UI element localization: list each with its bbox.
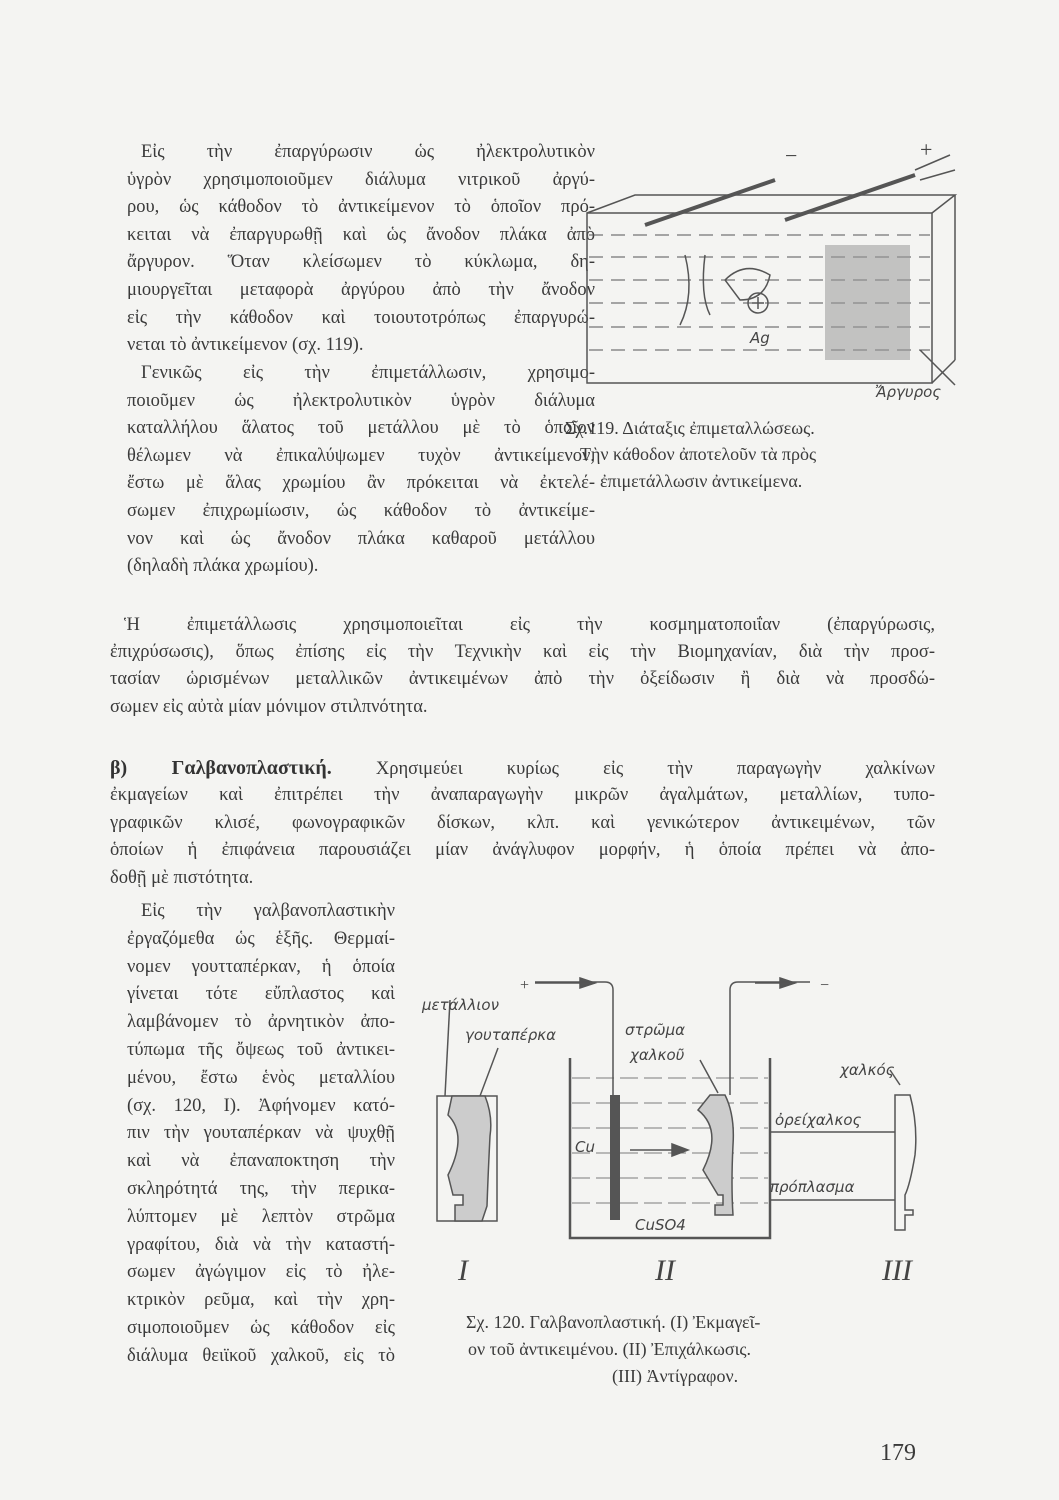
text-line: μιουργεῖται μεταφορὰ ἀργύρου ἀπὸ τὴν ἄνοδον bbox=[127, 280, 595, 300]
figure-120-diagram bbox=[420, 960, 950, 1280]
silver-anode bbox=[825, 245, 910, 360]
text-line: (σχ. 120, Ι). Ἀφήνομεν κατό- bbox=[127, 1095, 395, 1116]
brass-label: ὀρείχαλκος bbox=[775, 1111, 862, 1129]
plus-label: + bbox=[920, 137, 933, 162]
text-line: σωμεν ἐπιχρωμίωσιν, ὡς κάθοδον τὸ ἀντικείμε- bbox=[127, 501, 595, 521]
text-line: νεται τὸ ἀντικείμενον (σχ. 119). bbox=[127, 335, 364, 356]
text-line: σωμεν ἀγώγιμον εἰς τὸ ἠλε- bbox=[127, 1262, 395, 1283]
text-line: ἔστω μὲ ἅλας χρωμίου ἂν πρόκειται νὰ ἐκτελέ- bbox=[127, 473, 595, 494]
minus-label: − bbox=[820, 977, 830, 994]
text-line: μένου, ἔστω ἑνὸς μεταλλίου bbox=[127, 1067, 395, 1088]
text-line: δοθῇ μὲ πιστότητα. bbox=[110, 867, 254, 888]
text-line: γραφικῶν κλισέ, φωνογραφικῶν δίσκων, κλπ. καὶ γενικώτερον ἀντικειμένων, τῶν bbox=[110, 812, 935, 833]
text-line: κτρικὸν ρεῦμα, καὶ τὴν χρη- bbox=[127, 1290, 395, 1311]
text-line: λύπτομεν μὲ λεπτὸν στρῶμα bbox=[127, 1206, 395, 1227]
text-line: ἐπιχρύσωσις), ὅπως ἐπίσης εἰς τὴν Τεχνικὴν καὶ εἰς τὴν Βιομηχανίαν, διὰ τὴν προσ- bbox=[110, 642, 935, 663]
text-line: ρου, ὡς κάθοδον τὸ ἀντικείμενον τὸ ὁποῖον πρό- bbox=[127, 197, 595, 218]
roman-1-label: I bbox=[458, 1254, 468, 1280]
figure-120-caption-3: (ΙΙΙ) Ἀντίγραφον. bbox=[612, 1366, 739, 1386]
text-line: ποιοῦμεν ὡς ἠλεκτρολυτικὸν ὑγρὸν διάλυμα bbox=[127, 390, 595, 411]
text-line: λαμβάνομεν τὸ ἀρνητικὸν ἀπο- bbox=[127, 1012, 395, 1033]
text-line: Εἰς τὴν ἐπαργύρωσιν ὡς ἠλεκτρολυτικὸν bbox=[141, 142, 595, 162]
figure-120-caption-2: ον τοῦ ἀντικειμένου. (ΙΙ) Ἐπιχάλκωσις. bbox=[468, 1339, 752, 1359]
page-number: 179 bbox=[880, 1440, 916, 1466]
silver-label: Ἄργυρος bbox=[875, 383, 942, 401]
text-line: πιν τὴν γουταπέρκαν νὰ ψυχθῇ bbox=[127, 1123, 395, 1144]
cuso4-label: CuSO4 bbox=[635, 1216, 686, 1234]
text-line: διάλυμα θειϊκοῦ χαλκοῦ, εἰς τὸ bbox=[127, 1345, 395, 1366]
text-line: τασίαν ὡρισμένων μεταλλικῶν ἀντικειμένων ἀπὸ τὴν ὀξείδωσιν ἢ διὰ νὰ προσδώ- bbox=[110, 669, 935, 690]
text-line: ἄργυρον. Ὅταν κλείσωμεν τὸ κύκλωμα, δη- bbox=[127, 252, 595, 273]
text-line: Γενικῶς εἰς τὴν ἐπιμετάλλωσιν, χρησιμο- bbox=[141, 363, 595, 383]
text-line: ὑγρὸν χρησιμοποιοῦμεν διάλυμα νιτρικοῦ ἀργύ- bbox=[127, 169, 595, 190]
ag-label: Ag bbox=[750, 329, 770, 347]
medal-label: μετάλλιον bbox=[422, 996, 499, 1014]
text-line: γίνεται τότε εὔπλαστος καὶ bbox=[127, 984, 395, 1005]
minus-label: − bbox=[785, 143, 798, 168]
text-line: (δηλαδὴ πλάκα χρωμίου). bbox=[127, 556, 319, 577]
text-line: καὶ νὰ ἐπαναποκτηση τὴν bbox=[127, 1151, 395, 1172]
figure-119-caption-3: ἐπιμετάλλωσιν ἀντικείμενα. bbox=[600, 471, 803, 491]
cu-label: Cu bbox=[575, 1138, 595, 1156]
gutta-label: γουταπέρκα bbox=[465, 1026, 557, 1044]
copper-anode bbox=[610, 1095, 620, 1220]
text-line: ἐκμαγείων καὶ ἐπιτρέπει τὴν ἀναπαραγωγὴν μικρῶν ἀγαλμάτων, μεταλλίων, τυπο- bbox=[110, 785, 935, 806]
text-line: τύπωμα τῆς ὄψεως τοῦ ἀντικει- bbox=[127, 1040, 395, 1060]
roman-2-label: II bbox=[655, 1254, 675, 1280]
text-line: Χρησιμεύει κυρίως εἰς τὴν παραγωγὴν χαλκίνων bbox=[375, 759, 935, 779]
text-line: καταλλήλου ἅλατος τοῦ μετάλλου μὲ τὸ ὁποῖον bbox=[127, 418, 595, 439]
section-heading: β) Γαλβανοπλαστική. bbox=[110, 757, 332, 779]
text-line: νομεν γουτταπέρκαν, ἡ ὁποία bbox=[127, 956, 395, 977]
figure-120-caption-1: Σχ. 120. Γαλβανοπλαστική. (Ι) Ἐκμαγεῖ- bbox=[466, 1312, 761, 1332]
figure-119-caption-2: Τὴν κάθοδον ἀποτελοῦν τὰ πρὸς bbox=[580, 444, 817, 464]
text-line: σιμοποιοῦμεν ὡς κάθοδον εἰς bbox=[127, 1318, 395, 1338]
copper-layer-label-1: στρῶμα bbox=[625, 1021, 686, 1039]
model-label: πρόπλασμα bbox=[770, 1178, 855, 1196]
text-line: σωμεν εἰς αὐτὰ μίαν μόνιμον στιλπνότητα. bbox=[110, 696, 428, 717]
figure-119-diagram bbox=[575, 135, 965, 405]
text-line: θέλωμεν νὰ ἐπικαλύψωμεν τυχὸν ἀντικείμενον, bbox=[127, 445, 595, 466]
plus-label: + bbox=[520, 977, 530, 994]
copper-label: χαλκός bbox=[840, 1061, 895, 1079]
text-line: Ἡ ἐπιμετάλλωσις χρησιμοποιεῖται εἰς τὴν κοσμηματοποιΐαν (ἐπαργύρωσις, bbox=[124, 615, 935, 635]
copper-layer-label-2: χαλκοῦ bbox=[630, 1046, 685, 1064]
roman-3-label: III bbox=[882, 1254, 912, 1280]
text-line: νον καὶ ὡς ἄνοδον πλάκα καθαροῦ μετάλλου bbox=[127, 528, 595, 549]
figure-119-caption-1: Σχ.119. Διάταξις ἐπιμεταλλώσεως. bbox=[565, 418, 815, 438]
text-line: γραφίτου, διὰ νὰ τὴν καταστή- bbox=[127, 1234, 395, 1255]
galvanoplasty-first-line bbox=[110, 756, 935, 780]
text-line: κειται νὰ ἐπαργυρωθῇ καὶ ὡς ἄνοδον πλάκα ἀπὸ bbox=[127, 224, 595, 245]
text-line: ὁποίων ἡ ἐπιφάνεια παρουσιάζει μίαν ἀνάγλυφον μορφήν, ἡ ὁποία πρέπει νὰ ἀπο- bbox=[110, 840, 935, 861]
text-line: Εἰς τὴν γαλβανοπλαστικὴν bbox=[141, 901, 395, 921]
text-line: σκληρότητά της, τὴν περικα- bbox=[127, 1179, 395, 1199]
text-line: ἐργαζόμεθα ὡς ἑξῆς. Θερμαί- bbox=[127, 928, 395, 949]
text-line: εἰς τὴν κάθοδον καὶ τοιουτοτρόπως ἐπαργυρώ- bbox=[127, 307, 595, 328]
